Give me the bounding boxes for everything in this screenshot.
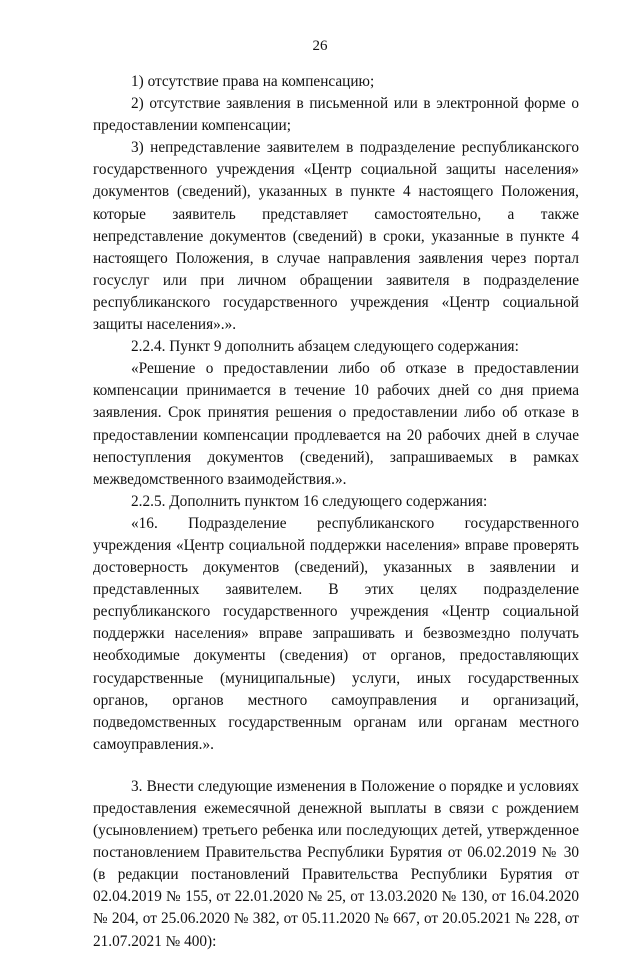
paragraph-item-3: 3) непредставление заявителем в подразделение республиканского государственного учреждения «Центр социальной защиты населения» документов (сведений), указанных в пункте 4 настоящего Положения, которые заявитель представляет самостоятельно, а также непредставление документов (сведений) в сроки, указанные в пункте 4 настоящего Положения, в случае направления заявления через портал госуслуг или при личном обращении заявителя в подразделение республиканского государственного учреждения «Центр социальной защиты населения».». xyxy=(93,139,579,334)
paragraph-gap xyxy=(93,756,579,776)
paragraph-2-2-4: 2.2.4. Пункт 9 дополнить абзацем следующего содержания: xyxy=(131,338,519,356)
paragraph-item-1: 1) отсутствие права на компенсацию; xyxy=(131,73,375,90)
paragraph-2-2-5: 2.2.5. Дополнить пунктом 16 следующего содержания: xyxy=(131,492,488,510)
paragraph-section-3: 3. Внести следующие изменения в Положение о порядке и условиях предоставления ежемесячной денежной выплаты в связи с рождением (усыновлением) третьего ребенка или последующих детей, утвержденное постановлением Правительства Республики Бурятия от 06.02.2019 № 30 (в редакции постановлений Правительства Республики Бурятия от 02.04.2019 № 155, от 22.01.2020 № 25, от 13.03.2020 № 130, от 16.04.2020 № 204, от 25.06.2020 № 382, от 05.11.2020 № 667, от 20.05.2021 № 228, от 21.07.2021 № 400): xyxy=(93,777,579,950)
document-body xyxy=(93,71,579,953)
page-number: 26 xyxy=(312,38,328,54)
paragraph-quote-decision: «Решение о предоставлении либо об отказе в предоставлении компенсации принимается в течение 10 рабочих дней со дня приема заявления. Срок принятия решения о предоставлении либо об отказе в предоставлении компенсации продлевается на 20 рабочих дней в случае непоступления документов (сведений), запрашиваемых в рамках межведомственного взаимодействия.». xyxy=(93,360,579,488)
paragraph-item-2: 2) отсутствие заявления в письменной или в электронной форме о предоставлении компенсации; xyxy=(93,95,579,135)
paragraph-quote-16: «16. Подразделение республиканского государственного учреждения «Центр социальной поддержки населения» вправе проверять достоверность документов (сведений), указанных в заявлении и представленных заявителем. В этих целях подразделение республиканского государственного учреждения «Центр социальной поддержки населения» вправе запрашивать и безвозмездно получать необходимые документы (сведения) от органов, предоставляющих государственные (муниципальные) услуги, иных государственных органов, органов местного самоуправления и организаций, подведомственных государственным органам или органам местного самоуправления.». xyxy=(93,514,579,753)
